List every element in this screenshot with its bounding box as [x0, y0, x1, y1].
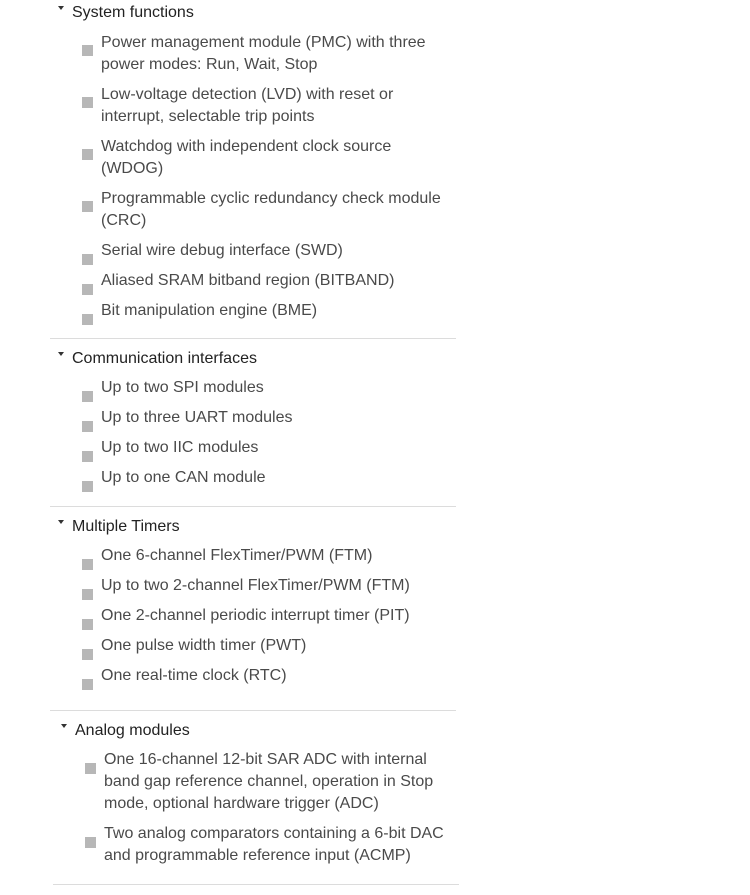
list-item-text: One 6-channel FlexTimer/PWM (FTM): [101, 547, 373, 564]
square-bullet-icon: [85, 763, 96, 774]
square-bullet-icon: [82, 481, 93, 492]
list-item-text: Up to two SPI modules: [101, 379, 264, 396]
list-item-text: Programmable cyclic redundancy check module (CRC): [101, 190, 441, 229]
square-bullet-icon: [82, 201, 93, 212]
square-bullet-icon: [82, 679, 93, 690]
square-bullet-icon: [82, 649, 93, 660]
list-item-text: Bit manipulation engine (BME): [101, 302, 318, 319]
list-item-text: One 2-channel periodic interrupt timer (PIT): [101, 607, 410, 624]
square-bullet-icon: [82, 451, 93, 462]
list-item-text: Low-voltage detection (LVD) with reset or interrupt, selectable trip points: [101, 86, 394, 125]
square-bullet-icon: [82, 254, 93, 265]
section-title: Analog modules: [75, 722, 190, 739]
section-header-communication-interfaces[interactable]: [50, 348, 456, 370]
list-item-text: Up to two 2-channel FlexTimer/PWM (FTM): [101, 577, 410, 594]
square-bullet-icon: [85, 837, 96, 848]
caret-down-icon[interactable]: [58, 352, 64, 356]
square-bullet-icon: [82, 45, 93, 56]
square-bullet-icon: [82, 421, 93, 432]
section-header-multiple-timers[interactable]: [50, 516, 456, 538]
caret-down-icon[interactable]: [61, 724, 67, 728]
square-bullet-icon: [82, 284, 93, 295]
square-bullet-icon: [82, 619, 93, 630]
square-bullet-icon: [82, 149, 93, 160]
section-title: Communication interfaces: [72, 350, 257, 367]
list-item-text: Up to two IIC modules: [101, 439, 259, 456]
square-bullet-icon: [82, 391, 93, 402]
list-item-text: One pulse width timer (PWT): [101, 637, 307, 654]
square-bullet-icon: [82, 559, 93, 570]
list-item-text: Watchdog with independent clock source (WDOG): [101, 138, 392, 177]
square-bullet-icon: [82, 589, 93, 600]
section-title: System functions: [72, 4, 194, 21]
list-item-text: Power management module (PMC) with three power modes: Run, Wait, Stop: [101, 34, 426, 73]
list-item-text: Up to one CAN module: [101, 469, 266, 486]
section-multiple-timers: [50, 516, 456, 711]
square-bullet-icon: [82, 97, 93, 108]
list-item-text: Serial wire debug interface (SWD): [101, 242, 343, 259]
list-item-text: Two analog comparators containing a 6-bit DAC and programmable reference input (ACMP): [104, 825, 444, 864]
square-bullet-icon: [82, 314, 93, 325]
section-analog-modules: [53, 720, 459, 885]
section-title: Multiple Timers: [72, 518, 180, 535]
list-item-text: Up to three UART modules: [101, 409, 293, 426]
section-header-analog-modules[interactable]: [53, 720, 459, 742]
section-communication-interfaces: [50, 348, 456, 507]
caret-down-icon[interactable]: [58, 520, 64, 524]
list-item-text: Aliased SRAM bitband region (BITBAND): [101, 272, 395, 289]
list-item-text: One 16-channel 12-bit SAR ADC with internal band gap reference channel, operation in Stop mode, optional hardware trigger (ADC): [104, 751, 434, 812]
section-header-system-functions[interactable]: [50, 2, 456, 24]
caret-down-icon[interactable]: [58, 6, 64, 10]
section-system-functions: [50, 2, 456, 339]
list-item-text: One real-time clock (RTC): [101, 667, 287, 684]
